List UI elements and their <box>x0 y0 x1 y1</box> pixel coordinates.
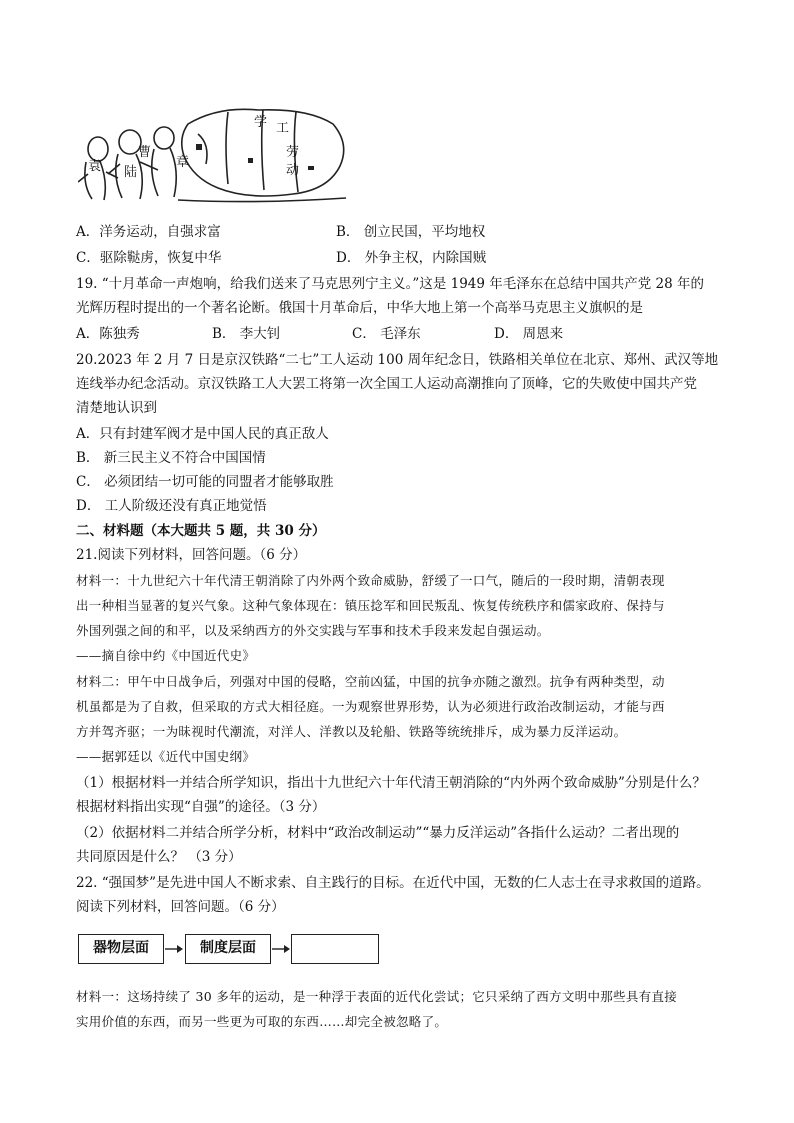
cartoon-label-gong: 工 <box>276 121 290 136</box>
q20-option-a: A．只有封建军阀才是中国人民的真正敌人 <box>76 426 329 442</box>
cartoon-label-dong: 动 <box>286 163 300 178</box>
q19-stem-line2: 光辉历程时提出的一个著名论断。俄国十月革命后，中华大地上第一个高举马克思主义旗帜的是 <box>76 300 643 316</box>
q22-material1-line1: 材料一：这场持续了 30 多年的运动，是一种浮于表面的近代化尝试；它只采纳了西方文明中那些具有直接 <box>76 989 678 1004</box>
q18-option-d: D． 外争主权，内除国贼 <box>336 250 487 266</box>
q19-stem-line1: 19. “十月革命一声炮响，给我们送来了马克思列宁主义。”这是 1949 年毛泽东在总结中国共产党 28 年的 <box>76 276 705 292</box>
cartoon-illustration <box>78 104 348 204</box>
q21-subquestion1-line2: 根据材料指出实现“自强”的途径。（3 分） <box>76 799 326 815</box>
q21-material1-line2: 出一种相当显著的复兴气象。这种气象体现在：镇压捻军和回民叛乱、恢复传统秩序和儒家政府、保持与 <box>76 598 665 613</box>
q21-material2-line1: 材料二：甲午中日战争后，列强对中国的侵略，空前凶猛，中国的抗争亦随之激烈。抗争有两种类型，动 <box>76 674 665 689</box>
q22-stem-line1: 22. “强国梦”是先进中国人不断求索、自主践行的目标。在近代中国，无数的仁人志士在寻求救国的道路。 <box>76 875 710 891</box>
q20-option-d: D． 工人阶级还没有真正地觉悟 <box>76 498 267 514</box>
q21-material1-line1: 材料一：十九世纪六十年代清王朝消除了内外两个致命威胁，舒缓了一口气，随后的一段时期，清朝表现 <box>76 573 665 588</box>
q22-stem-line2: 阅读下列材料，回答问题。（6 分） <box>76 899 285 915</box>
cartoon-label-lu: 陆 <box>124 165 138 180</box>
q21-subquestion1-line1: （1）根据材料一并结合所学知识，指出十九世纪六十年代清王朝消除的“内外两个致命威胁”分别是什么？ <box>76 775 706 791</box>
q19-option-b: B． 李大钊 <box>212 326 281 342</box>
q20-option-c: C． 必须团结一切可能的同盟者才能够取胜 <box>76 474 334 490</box>
q20-option-b: B． 新三民主义不符合中国国情 <box>76 450 266 466</box>
q21-material2-source: ——据郭廷以《近代中国史纲》 <box>76 749 256 764</box>
flow-arrow-2-icon <box>271 934 291 964</box>
cartoon-label-zhang: 章 <box>176 155 190 170</box>
q18-option-c: C．驱除鞑虏，恢复中华 <box>76 250 222 266</box>
flow-box-artifact-level: 器物层面 <box>78 934 164 964</box>
flow-box-blank <box>291 934 379 964</box>
q20-stem-line2: 连线举办纪念活动。京汉铁路工人大罢工将第一次全国工人运动高潮推向了顶峰，它的失败使中国共产党 <box>76 376 697 392</box>
q21-subquestion2-line2: 共同原因是什么？ （3 分） <box>76 849 242 865</box>
cartoon-label-xue: 学 <box>254 115 268 130</box>
q19-option-c: C． 毛泽东 <box>352 326 421 342</box>
q21-material2-line3: 方并驾齐驱；一为昧视时代潮流，对洋人、洋教以及轮船、铁路等统统排斥，成为暴力反洋运动。 <box>76 724 627 739</box>
q21-subquestion2-line1: （2）依据材料二并结合所学分析，材料中“政治改制运动”“暴力反洋运动”各指什么运动？二者出现的 <box>76 825 680 841</box>
cartoon-label-lao: 劳 <box>286 145 300 160</box>
q20-stem-line3: 清楚地认识到 <box>76 400 157 416</box>
cartoon-label-yuan: 袁 <box>88 159 102 174</box>
q19-option-a: A．陈独秀 <box>76 326 140 342</box>
flow-box-institution-level: 制度层面 <box>185 934 271 964</box>
q22-material1-line2: 实用价值的东西，而另一些更为可取的东西……却完全被忽略了。 <box>76 1014 448 1029</box>
flow-arrow-1-icon <box>164 934 184 964</box>
section-2-heading: 二、材料题（本大题共 5 题，共 30 分） <box>76 523 326 539</box>
q20-stem-line1: 20.2023 年 2 月 7 日是京汉铁路“二七”工人运动 100 周年纪念日，铁路相关单位在北京、郑州、武汉等地 <box>76 352 719 368</box>
q18-option-b: B． 创立民国，平均地权 <box>336 224 486 240</box>
q18-option-a: A．洋务运动，自强求富 <box>76 224 221 240</box>
q21-material1-line3: 外国列强之间的和平，以及采纳西方的外交实践与军事和技术手段来发起自强运动。 <box>76 623 550 638</box>
q21-material2-line2: 机虽都是为了自救，但采取的方式大相径庭。一为观察世界形势，认为必须进行政治改制运动，才能与西 <box>76 699 665 714</box>
q21-intro: 21.阅读下列材料，回答问题。（6 分） <box>76 547 307 563</box>
q19-option-d: D． 周恩来 <box>494 326 564 342</box>
cartoon-label-cao: 曹 <box>138 145 152 160</box>
q21-material1-source: ——摘自徐中约《中国近代史》 <box>76 648 256 663</box>
